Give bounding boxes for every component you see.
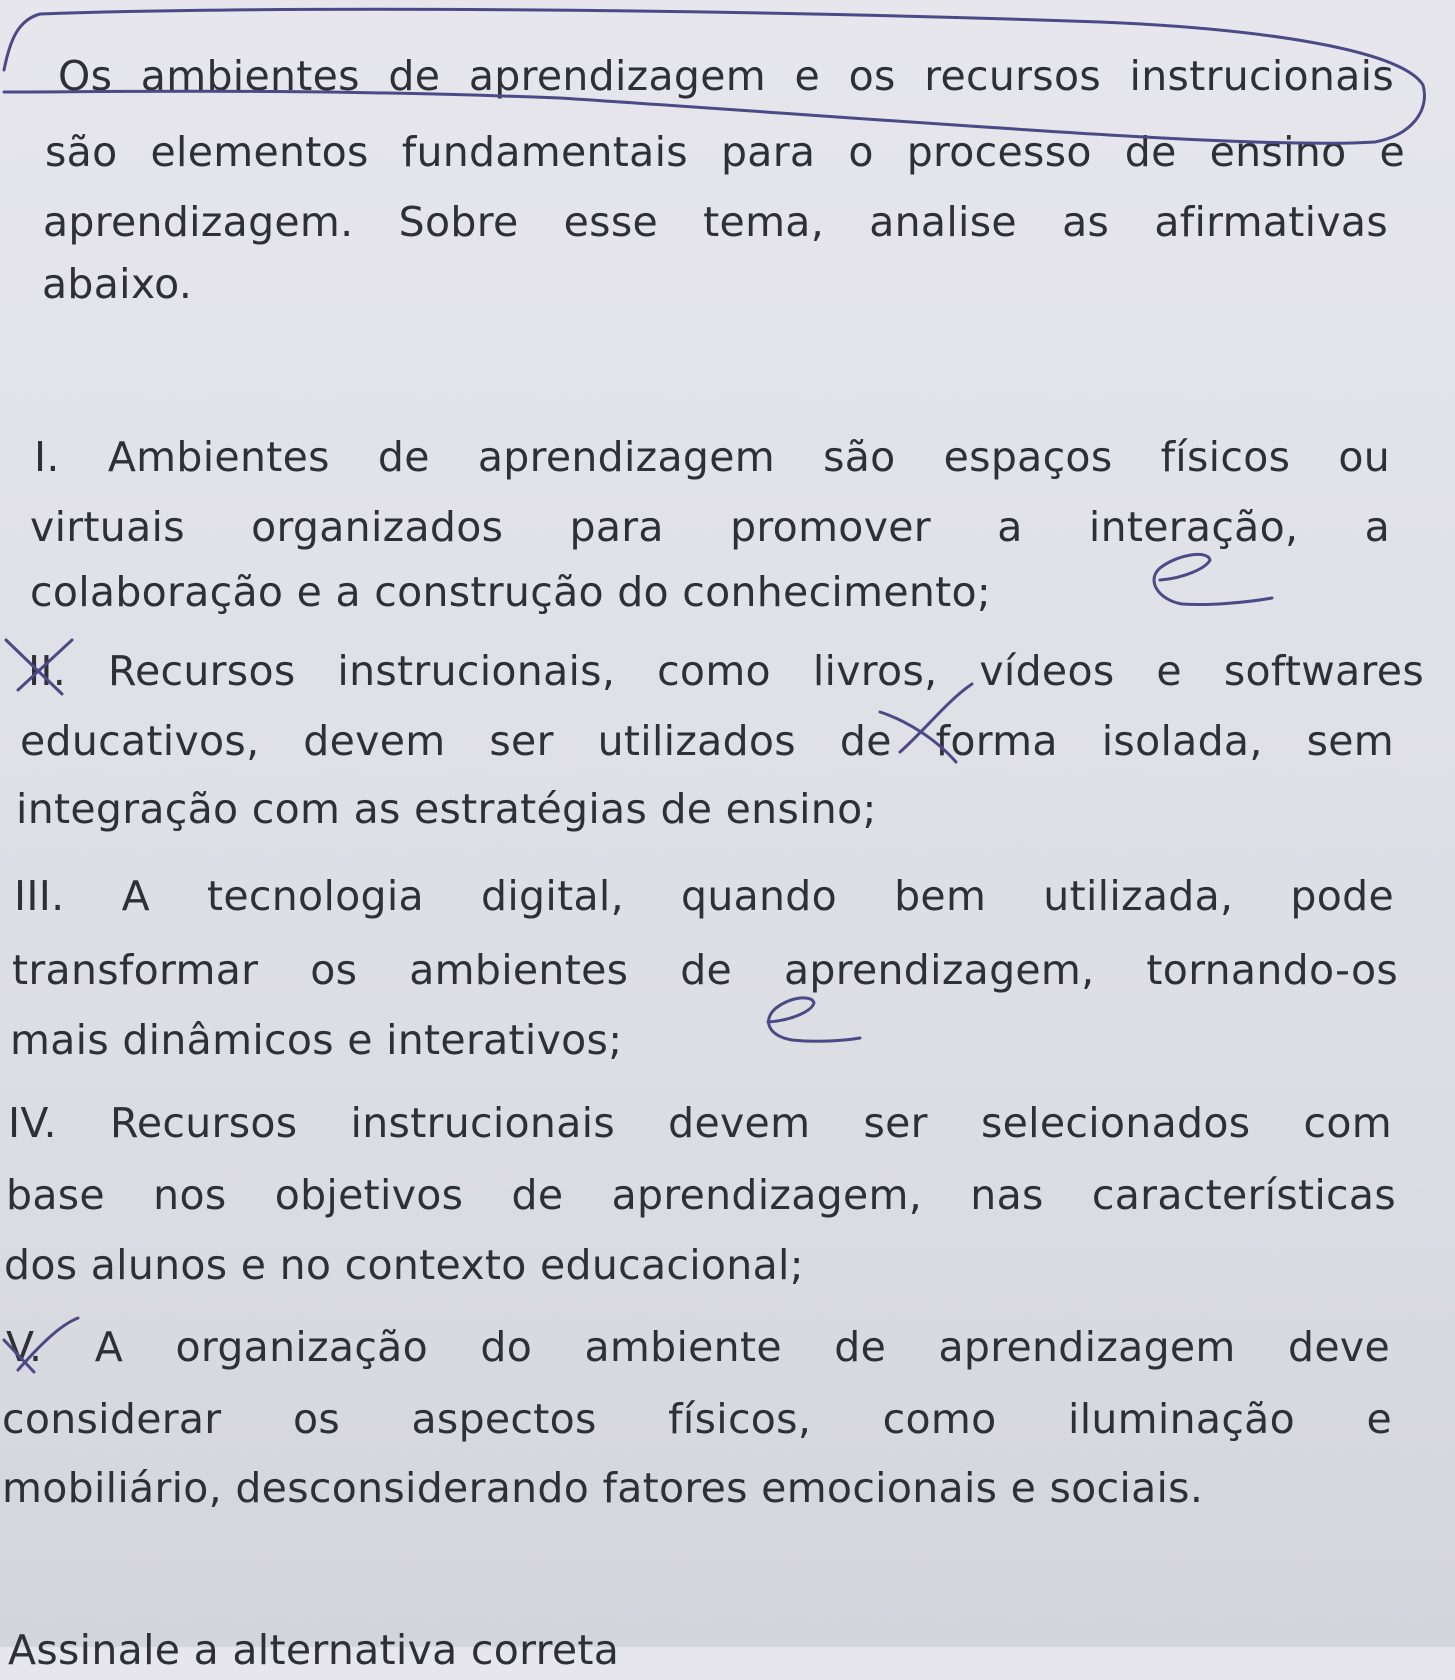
- intro-line-2-text: são elementos fundamentais para o processo de ensino e: [45, 128, 1405, 176]
- intro-line-3: [0, 192, 1455, 252]
- statement-5-line-1: [0, 1317, 1455, 1377]
- statement-1-line-1: [0, 427, 1455, 487]
- intro-line-4: [0, 254, 1455, 314]
- statement-3-line-3-text: mais dinâmicos e interativos;: [10, 1016, 623, 1064]
- statement-2-line-1: [0, 641, 1455, 701]
- statement-5-line-3: [0, 1458, 1455, 1518]
- statement-3-line-1: [0, 866, 1455, 926]
- statement-3-line-3: [0, 1010, 1455, 1070]
- statement-1-line-1-text: I. Ambientes de aprendizagem são espaços físicos ou: [34, 433, 1390, 481]
- statement-2-line-2-text: educativos, devem ser utilizados de forma isolada, sem: [20, 717, 1394, 765]
- statement-2-line-3: [0, 779, 1455, 839]
- statement-4-line-1-text: IV. Recursos instrucionais devem ser selecionados com: [8, 1099, 1392, 1147]
- statement-1-line-2-text: virtuais organizados para promover a interação, a: [30, 503, 1390, 551]
- statement-4-line-2-text: base nos objetivos de aprendizagem, nas características: [6, 1171, 1396, 1219]
- statement-2-line-3-text: integração com as estratégias de ensino;: [16, 785, 877, 833]
- statement-4-line-3: [0, 1235, 1455, 1295]
- statement-5-line-2: [0, 1389, 1455, 1449]
- statement-1-line-2: [0, 497, 1455, 557]
- statement-5-line-1-text: V. A organização do ambiente de aprendizagem deve: [6, 1323, 1390, 1371]
- statement-2-line-1-text: II. Recursos instrucionais, como livros, vídeos e softwares: [28, 647, 1424, 695]
- statement-2-line-2: [0, 711, 1455, 771]
- statement-5-line-2-text: considerar os aspectos físicos, como iluminação e: [2, 1395, 1392, 1443]
- statement-4-line-3-text: dos alunos e no contexto educacional;: [4, 1241, 804, 1289]
- intro-line-3-text: aprendizagem. Sobre esse tema, analise as afirmativas: [43, 198, 1388, 246]
- statement-1-line-3: [0, 562, 1455, 622]
- intro-line-4-text: abaixo.: [42, 260, 193, 308]
- statement-1-line-3-text: colaboração e a construção do conhecimento;: [30, 568, 992, 616]
- statement-3-line-2-text: transformar os ambientes de aprendizagem, tornando-os: [12, 946, 1398, 994]
- statement-5-line-3-text: mobiliário, desconsiderando fatores emocionais e sociais.: [2, 1464, 1204, 1512]
- statement-4-line-1: [0, 1093, 1455, 1153]
- answer-prompt: [0, 1612, 1455, 1674]
- statement-3-line-1-text: III. A tecnologia digital, quando bem utilizada, pode: [14, 872, 1394, 920]
- intro-line-2: [0, 122, 1455, 182]
- intro-line-1-text: Os ambientes de aprendizagem e os recursos instrucionais: [58, 52, 1394, 100]
- statement-3-line-2: [0, 940, 1455, 1000]
- intro-line-1: [0, 46, 1455, 106]
- answer-prompt-text: Assinale a alternativa correta: [8, 1626, 620, 1674]
- statement-4-line-2: [0, 1165, 1455, 1225]
